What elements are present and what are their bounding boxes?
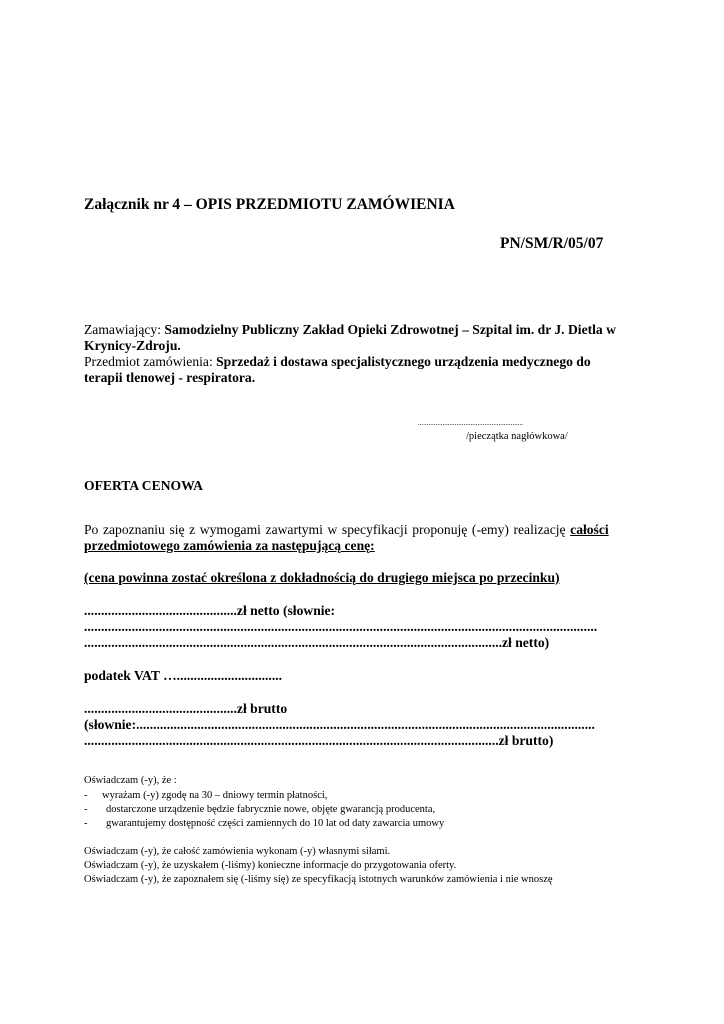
net-words-end: ...........................................................................................................................zł netto) <box>84 635 550 650</box>
bullet-dash: - <box>84 818 88 829</box>
net-amount-line: .............................................zł netto (słownie: <box>84 603 336 618</box>
offer-intro-text: Po zapoznaniu się z wymogami zawartymi w specyfikacji proponuję (-emy) realizację <box>84 522 571 537</box>
declaration-statement: Oświadczam (-y), że zapoznałem się (-liśmy się) ze specyfikacją istotnych warunków zamówienia i nie wnoszę <box>84 874 553 885</box>
bullet-dash: - <box>84 790 88 801</box>
ordering-party <box>84 322 616 338</box>
subject-text: Sprzedaż i dostawa specjalistycznego urządzenia medycznego do <box>216 354 591 369</box>
stamp-label: /pieczątka nagłówkowa/ <box>466 431 568 442</box>
declaration-item-text: dostarczone urządzenie będzie fabrycznie nowe, objęte gwarancją producenta, <box>106 804 436 815</box>
order-subject <box>84 354 591 370</box>
declarations-intro: Oświadczam (-y), że : <box>84 775 177 786</box>
declaration-statement: Oświadczam (-y), że uzyskałem (-liśmy) konieczne informacje do przygotowania oferty. <box>84 860 457 871</box>
declaration-item <box>84 790 328 801</box>
offer-heading: OFERTA CENOWA <box>84 478 203 493</box>
ordering-name: Samodzielny Publiczny Zakład Opieki Zdrowotnej – Szpital im. dr J. Dietla w <box>164 322 616 337</box>
ordering-label: Zamawiający: <box>84 322 165 337</box>
reference-number: PN/SM/R/05/07 <box>500 235 604 252</box>
document-title: Załącznik nr 4 – OPIS PRZEDMIOTU ZAMÓWIENIA <box>84 196 455 213</box>
declaration-item <box>84 804 436 815</box>
declaration-item-text: gwarantujemy dostępność części zamiennych do 10 lat od daty zawarcia umowy <box>106 818 445 829</box>
offer-intro <box>84 522 609 538</box>
declaration-item-text: wyrażam (-y) zgodę na 30 – dniowy termin płatności, <box>102 790 328 801</box>
price-precision-note: (cena powinna zostać określona z dokładnością do drugiego miejsca po przecinku) <box>84 570 560 585</box>
declaration-statement: Oświadczam (-y), że całość zamówienia wykonam (-y) własnymi siłami. <box>84 846 391 857</box>
stamp-dots: ............................................................ <box>418 419 523 427</box>
ordering-name-cont: Krynicy-Zdroju. <box>84 338 181 353</box>
bullet-dash: - <box>84 804 88 815</box>
declaration-item <box>84 818 445 829</box>
subject-text-cont: terapii tlenowej - respiratora. <box>84 370 256 385</box>
vat-line: podatek VAT …............................... <box>84 668 283 683</box>
gross-amount-line: .............................................zł brutto <box>84 701 288 716</box>
offer-intro-cont: przedmiotowego zamówienia za następującą cenę: <box>84 538 375 553</box>
subject-label: Przedmiot zamówienia: <box>84 354 217 369</box>
offer-intro-emph: całości <box>570 522 609 537</box>
gross-words-line: (słownie:....................................................................................................................................... <box>84 717 595 732</box>
gross-words-end: ..........................................................................................................................zł brutto) <box>84 733 554 748</box>
net-words-line: ....................................................................................................................................................... <box>84 619 598 634</box>
